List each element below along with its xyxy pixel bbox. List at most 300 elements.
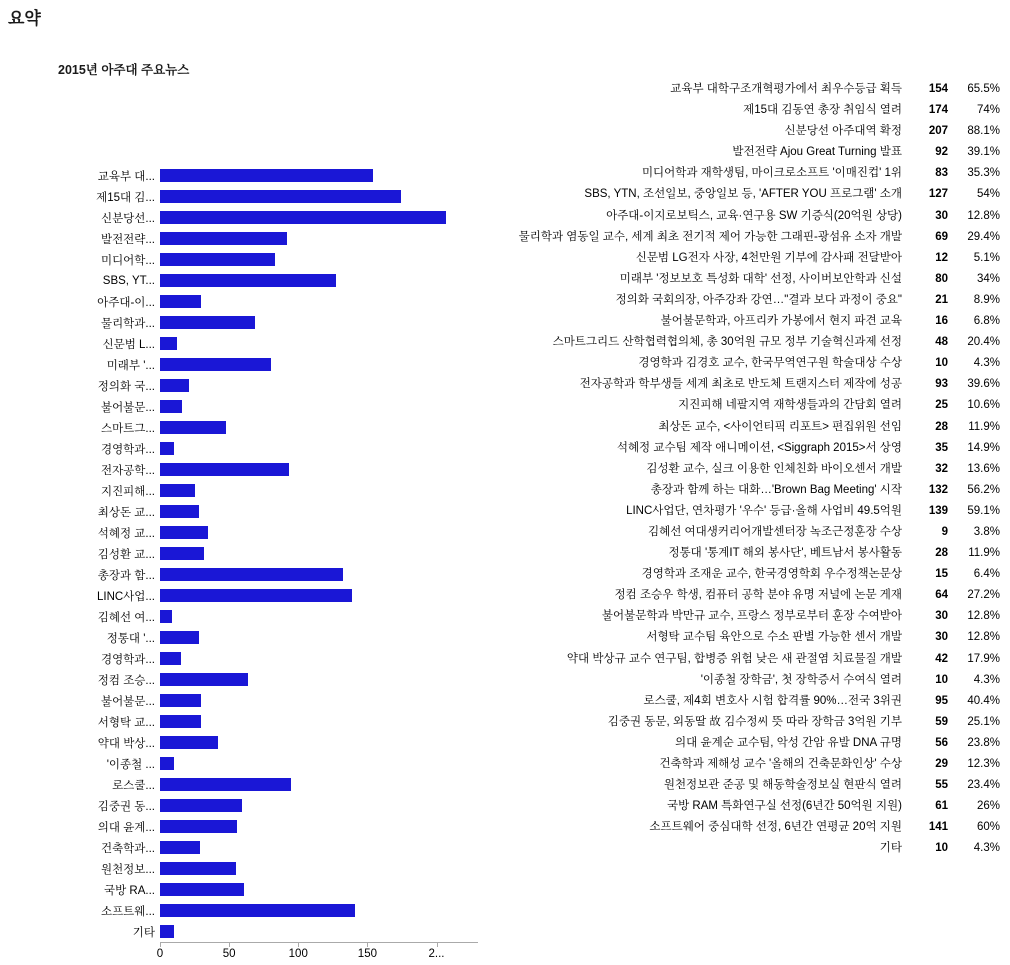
- bar-category-label: 원천정보...: [100, 863, 155, 876]
- news-title: 불어불문학과 박만규 교수, 프랑스 정부로부터 훈장 수여받아: [601, 610, 902, 623]
- bar-row: [58, 249, 478, 270]
- news-title: 물리학과 염동일 교수, 세계 최초 전기적 제어 가능한 그래핀-광섬유 소자 개발: [518, 230, 902, 243]
- news-count: 35: [935, 441, 948, 454]
- bar-fill[interactable]: [160, 757, 174, 770]
- bar-track: [160, 774, 478, 795]
- news-count: 69: [935, 230, 948, 243]
- bar-row: [58, 585, 478, 606]
- bar-fill[interactable]: [160, 862, 236, 875]
- bar-category-label: 미래부 '...: [106, 359, 155, 372]
- news-percent: 12.3%: [967, 758, 1000, 770]
- bar-track: [160, 249, 478, 270]
- news-percent: 65.5%: [967, 83, 1000, 95]
- table-row: [505, 354, 1000, 375]
- news-count: 15: [935, 568, 948, 581]
- news-count: 207: [928, 125, 948, 138]
- bar-row: [58, 354, 478, 375]
- news-count: 10: [935, 673, 948, 686]
- bar-fill[interactable]: [160, 736, 218, 749]
- table-row: [505, 418, 1000, 439]
- news-percent: 23.8%: [967, 736, 1000, 749]
- table-row: [505, 270, 1000, 291]
- bar-row: [58, 774, 478, 795]
- table-row: [505, 143, 1000, 164]
- bar-row: [58, 501, 478, 522]
- bar-category-label: 물리학과...: [100, 317, 155, 330]
- news-count: 55: [935, 779, 948, 792]
- news-percent: 74%: [976, 104, 1000, 117]
- news-percent: 10.6%: [967, 399, 1000, 412]
- news-count: 10: [935, 842, 948, 855]
- news-percent: 6.8%: [973, 315, 1000, 328]
- bar-row: [58, 690, 478, 711]
- bar-track: [160, 795, 478, 816]
- news-title: 원천정보관 준공 및 해동학술정보실 현판식 열려: [663, 779, 902, 792]
- news-percent: 4.3%: [973, 357, 1000, 370]
- news-count: 154: [928, 83, 948, 95]
- news-percent: 5.1%: [973, 251, 1000, 264]
- table-row: [505, 671, 1000, 692]
- news-percent: 4.3%: [973, 673, 1000, 686]
- bar-category-label: 석혜정 교...: [97, 527, 155, 540]
- news-title: 제15대 김동연 총장 취임식 열려: [743, 104, 902, 117]
- news-title: 정통대 '통계IT 해외 봉사단', 베트남서 봉사활동: [668, 547, 902, 560]
- table-row: [505, 396, 1000, 417]
- bar-category-label: 정의화 국...: [97, 380, 155, 393]
- bar-fill[interactable]: [160, 799, 242, 812]
- bar-row: [58, 648, 478, 669]
- news-title: 정컴 조승우 학생, 컴퓨터 공학 분야 유명 저널에 논문 게재: [614, 589, 902, 602]
- news-count: 28: [935, 420, 948, 433]
- news-percent: 39.6%: [967, 378, 1000, 391]
- bar-fill[interactable]: [160, 400, 182, 413]
- bar-category-label: 최상돈 교...: [97, 506, 155, 519]
- news-percent: 20.4%: [967, 336, 1000, 349]
- bar-category-label: '이종철 ...: [106, 758, 155, 771]
- page-title: 요약: [8, 9, 41, 28]
- bar-track: [160, 879, 478, 900]
- bar-category-label: 총장과 함...: [97, 569, 155, 582]
- bar-category-label: 신문범 L...: [102, 338, 155, 351]
- news-title: LINC사업단, 연차평가 '우수' 등급·올해 사업비 49.5억원: [626, 504, 902, 517]
- table-row: [505, 755, 1000, 776]
- bar-row: [58, 753, 478, 774]
- news-title: 스마트그리드 산학협력협의체, 총 30억원 규모 정부 기술혁신과제 선정: [552, 336, 902, 349]
- news-title: 김중권 동문, 외동딸 故 김수정씨 뜻 따라 장학금 3억원 기부: [607, 715, 902, 728]
- news-title: 발전전략 Ajou Great Turning 발표: [732, 146, 902, 159]
- news-percent: 17.9%: [967, 652, 1000, 665]
- bar-category-label: 김성환 교...: [97, 548, 155, 561]
- bar-fill[interactable]: [160, 484, 195, 497]
- news-count: 64: [935, 589, 948, 602]
- bar-track: [160, 606, 478, 627]
- bar-fill[interactable]: [160, 442, 174, 455]
- bar-row: [58, 669, 478, 690]
- news-count: 141: [928, 821, 948, 834]
- bar-category-label: 소프트웨...: [100, 905, 155, 918]
- news-count: 10: [935, 357, 948, 370]
- news-count: 32: [935, 462, 948, 475]
- table-row: [505, 164, 1000, 185]
- news-percent: 26%: [976, 800, 1000, 813]
- bar-fill[interactable]: [160, 274, 336, 287]
- bar-category-label: 제15대 김...: [96, 191, 155, 204]
- news-percent: 25.1%: [967, 715, 1000, 728]
- news-count: 139: [928, 504, 948, 517]
- bar-category-label: 아주대-이...: [97, 296, 155, 309]
- bar-track: [160, 585, 478, 606]
- bar-fill[interactable]: [160, 589, 352, 602]
- news-percent: 12.8%: [967, 610, 1000, 623]
- bar-fill[interactable]: [160, 211, 446, 224]
- bar-category-label: 건축학과...: [100, 842, 155, 855]
- news-percent: 6.4%: [973, 568, 1000, 581]
- news-percent: 56.2%: [967, 483, 1000, 496]
- news-title: 최상돈 교수, <사이언티픽 리포트> 편집위원 선임: [658, 420, 902, 433]
- table-row: [505, 228, 1000, 249]
- news-title: 총장과 함께 하는 대화…'Brown Bag Meeting' 시작: [650, 483, 902, 496]
- table-row: [505, 460, 1000, 481]
- news-percent: 14.9%: [967, 441, 1000, 454]
- table-row: [505, 839, 1000, 860]
- bar-row: [58, 375, 478, 396]
- bar-category-label: 신분당선...: [100, 212, 155, 225]
- bar-fill[interactable]: [160, 652, 181, 665]
- bar-fill[interactable]: [160, 820, 237, 833]
- bar-fill[interactable]: [160, 316, 255, 329]
- bar-fill[interactable]: [160, 694, 201, 707]
- bar-track: [160, 732, 478, 753]
- bar-fill[interactable]: [160, 337, 177, 350]
- table-row: [505, 544, 1000, 565]
- bar-fill[interactable]: [160, 925, 174, 938]
- bar-row: [58, 333, 478, 354]
- x-axis: [156, 942, 478, 965]
- bar-fill[interactable]: [160, 547, 204, 560]
- news-percent: 54%: [976, 188, 1000, 201]
- bar-fill[interactable]: [160, 232, 287, 245]
- bar-track: [160, 186, 478, 207]
- bar-category-label: 발전전략...: [100, 233, 155, 246]
- bar-row: [58, 837, 478, 858]
- x-axis-tick: [367, 943, 368, 947]
- bar-category-label: 정통대 '...: [106, 632, 155, 645]
- news-count: 29: [935, 758, 948, 770]
- bar-category-label: 불어불문...: [100, 695, 155, 708]
- bar-track: [160, 816, 478, 837]
- x-axis-tick-label: 150: [357, 948, 377, 960]
- bar-track: [160, 480, 478, 501]
- bar-category-label: 정컴 조승...: [97, 674, 155, 687]
- bar-row: [58, 543, 478, 564]
- news-title: 전자공학과 학부생들 세계 최초로 반도체 트랜지스터 제작에 성공: [579, 378, 902, 391]
- news-title: 교육부 대학구조개혁평가에서 최우수등급 획득: [670, 83, 902, 95]
- news-count: 28: [935, 547, 948, 560]
- bar-category-label: 경영학과...: [100, 653, 155, 666]
- news-count: 25: [935, 399, 948, 412]
- news-percent: 59.1%: [967, 504, 1000, 517]
- bar-row: [58, 438, 478, 459]
- news-percent: 34%: [976, 272, 1000, 285]
- bar-row: [58, 732, 478, 753]
- bar-fill[interactable]: [160, 358, 271, 371]
- bar-track: [160, 228, 478, 249]
- news-table: [505, 80, 1000, 860]
- news-title: 아주대-이지로보틱스, 교육·연구용 SW 기증식(20억원 상당): [606, 209, 902, 222]
- bar-category-label: 국방 RA...: [104, 884, 155, 897]
- bar-category-label: 지진피해...: [100, 485, 155, 498]
- news-percent: 39.1%: [967, 146, 1000, 159]
- news-title: 미래부 '정보보호 특성화 대학' 선정, 사이버보안학과 신설: [619, 272, 902, 285]
- table-row: [505, 713, 1000, 734]
- news-percent: 60%: [976, 821, 1000, 834]
- table-row: [505, 650, 1000, 671]
- bar-track: [160, 354, 478, 375]
- news-title: 미디어학과 재학생팀, 마이크로소프트 '이매진컵' 1위: [641, 167, 902, 180]
- bar-category-label: LINC사업...: [96, 590, 155, 603]
- bar-fill[interactable]: [160, 631, 199, 644]
- news-percent: 23.4%: [967, 779, 1000, 792]
- news-title: '이종철 장학금', 첫 장학증서 수여식 열려: [700, 673, 902, 686]
- bar-fill[interactable]: [160, 883, 244, 896]
- bar-fill[interactable]: [160, 715, 201, 728]
- bar-row: [58, 165, 478, 186]
- news-title: 서형탁 교수팀 육안으로 수소 판별 가능한 센서 개발: [646, 631, 902, 644]
- bar-track: [160, 312, 478, 333]
- news-count: 9: [941, 525, 948, 538]
- bar-fill[interactable]: [160, 505, 199, 518]
- news-title: 신분당선 아주대역 확정: [784, 125, 902, 138]
- news-percent: 88.1%: [967, 125, 1000, 138]
- bar-row: [58, 816, 478, 837]
- bar-fill[interactable]: [160, 526, 208, 539]
- news-percent: 13.6%: [967, 462, 1000, 475]
- table-row: [505, 312, 1000, 333]
- news-count: 30: [935, 209, 948, 222]
- table-row: [505, 122, 1000, 143]
- bar-category-label: 기타: [132, 926, 155, 939]
- bar-track: [160, 627, 478, 648]
- news-title: 불어불문학과, 아프리카 가봉에서 현지 파견 교육: [660, 315, 902, 328]
- news-count: 48: [935, 336, 948, 349]
- table-row: [505, 481, 1000, 502]
- news-title: 로스쿨, 제4회 변호사 시험 합격률 90%…전국 3위권: [643, 694, 902, 707]
- table-row: [505, 776, 1000, 797]
- bar-fill[interactable]: [160, 904, 355, 917]
- news-count: 80: [935, 272, 948, 285]
- bar-fill[interactable]: [160, 190, 401, 203]
- bar-category-label: 의대 윤계...: [97, 821, 155, 834]
- bar-category-label: 전자공학...: [100, 464, 155, 477]
- bar-track: [160, 837, 478, 858]
- bar-fill[interactable]: [160, 568, 343, 581]
- bar-track: [160, 648, 478, 669]
- bar-fill[interactable]: [160, 421, 226, 434]
- bar-row: [58, 900, 478, 921]
- bar-row: [58, 291, 478, 312]
- bar-category-label: 서형탁 교...: [97, 716, 155, 729]
- bar-track: [160, 417, 478, 438]
- bar-row: [58, 858, 478, 879]
- bar-track: [160, 543, 478, 564]
- bar-track: [160, 522, 478, 543]
- bar-track: [160, 459, 478, 480]
- bar-fill[interactable]: [160, 778, 291, 791]
- bar-track: [160, 669, 478, 690]
- bar-row: [58, 522, 478, 543]
- bar-row: [58, 396, 478, 417]
- news-count: 92: [935, 146, 948, 159]
- bar-row: [58, 921, 478, 942]
- bar-category-label: 로스쿨...: [112, 779, 155, 792]
- x-axis-tick-label: 100: [288, 948, 308, 960]
- bar-fill[interactable]: [160, 610, 172, 623]
- x-axis-tick-label: 2...: [428, 948, 445, 960]
- news-count: 59: [935, 715, 948, 728]
- news-count: 127: [928, 188, 948, 201]
- news-count: 42: [935, 652, 948, 665]
- bar-row: [58, 879, 478, 900]
- bar-fill[interactable]: [160, 253, 275, 266]
- news-title: 석혜정 교수팀 제작 애니메이션, <Siggraph 2015>서 상영: [616, 441, 902, 454]
- bar-row: [58, 459, 478, 480]
- bar-track: [160, 165, 478, 186]
- bar-track: [160, 564, 478, 585]
- bar-row: [58, 207, 478, 228]
- table-row: [505, 101, 1000, 122]
- bar-track: [160, 858, 478, 879]
- table-row: [505, 502, 1000, 523]
- table-row: [505, 80, 1000, 101]
- bar-fill[interactable]: [160, 295, 201, 308]
- news-count: 61: [935, 800, 948, 813]
- news-title: SBS, YTN, 조선일보, 중앙일보 등, 'AFTER YOU 프로그램' 소개: [584, 188, 902, 201]
- news-percent: 12.8%: [967, 631, 1000, 644]
- bar-row: [58, 711, 478, 732]
- news-title: 의대 윤계순 교수팀, 악성 간암 유발 DNA 규명: [675, 736, 902, 749]
- table-row: [505, 249, 1000, 270]
- news-count: 95: [935, 694, 948, 707]
- x-axis-tick: [229, 943, 230, 947]
- bar-track: [160, 333, 478, 354]
- bar-category-label: 김중권 동...: [97, 800, 155, 813]
- bar-fill[interactable]: [160, 463, 289, 476]
- news-percent: 29.4%: [967, 230, 1000, 243]
- x-axis-tick: [437, 943, 438, 947]
- bar-track: [160, 921, 478, 942]
- table-row: [505, 586, 1000, 607]
- bar-track: [160, 690, 478, 711]
- bar-category-label: 교육부 대...: [97, 170, 155, 183]
- bar-row: [58, 312, 478, 333]
- news-title: 소프트웨어 중심대학 선정, 6년간 연평균 20억 지원: [649, 821, 902, 834]
- x-axis-tick: [298, 943, 299, 947]
- bar-category-label: 약대 박상...: [97, 737, 155, 750]
- news-percent: 40.4%: [967, 694, 1000, 707]
- news-count: 12: [935, 251, 948, 264]
- news-percent: 3.8%: [973, 525, 1000, 538]
- bar-category-label: 미디어학...: [100, 254, 155, 267]
- news-title: 건축학과 제해성 교수 '올해의 건축문화인상' 수상: [659, 758, 902, 770]
- news-count: 174: [928, 104, 948, 117]
- news-percent: 11.9%: [968, 547, 1000, 560]
- bar-track: [160, 207, 478, 228]
- table-row: [505, 565, 1000, 586]
- news-title: 정의화 국회의장, 아주강좌 강연…"결과 보다 과정이 중요": [615, 293, 902, 306]
- table-row: [505, 439, 1000, 460]
- news-count: 56: [935, 736, 948, 749]
- bar-track: [160, 375, 478, 396]
- news-percent: 12.8%: [967, 209, 1000, 222]
- bar-list: [58, 165, 478, 942]
- bar-track: [160, 711, 478, 732]
- bar-fill[interactable]: [160, 841, 200, 854]
- news-title: 약대 박상규 교수 연구팀, 합병증 위험 낮은 새 관절염 치료물질 개발: [566, 652, 902, 665]
- news-title: 경영학과 김경호 교수, 한국무역연구원 학술대상 수상: [638, 357, 902, 370]
- bar-row: [58, 228, 478, 249]
- bar-row: [58, 270, 478, 291]
- news-title: 김성환 교수, 실크 이용한 인체친화 바이오센서 개발: [646, 462, 902, 475]
- bar-track: [160, 753, 478, 774]
- bar-track: [160, 438, 478, 459]
- news-count: 30: [935, 610, 948, 623]
- bar-track: [160, 900, 478, 921]
- x-axis-tick: [160, 943, 161, 947]
- table-row: [505, 291, 1000, 312]
- news-title: 지진피해 네팔지역 재학생들과의 간담회 열려: [678, 399, 902, 412]
- bar-row: [58, 480, 478, 501]
- table-row: [505, 523, 1000, 544]
- news-percent: 4.3%: [973, 842, 1000, 855]
- news-percent: 27.2%: [967, 589, 1000, 602]
- bar-row: [58, 186, 478, 207]
- table-row: [505, 207, 1000, 228]
- table-row: [505, 818, 1000, 839]
- bar-fill[interactable]: [160, 169, 373, 182]
- bar-row: [58, 627, 478, 648]
- news-count: 93: [935, 378, 948, 391]
- bar-category-label: 불어불문...: [100, 401, 155, 414]
- table-row: [505, 375, 1000, 396]
- table-row: [505, 333, 1000, 354]
- news-percent: 8.9%: [973, 293, 1000, 306]
- table-row: [505, 607, 1000, 628]
- bar-fill[interactable]: [160, 379, 189, 392]
- table-row: [505, 185, 1000, 206]
- bar-track: [160, 291, 478, 312]
- news-title: 기타: [879, 842, 902, 855]
- table-row: [505, 734, 1000, 755]
- bar-row: [58, 564, 478, 585]
- news-percent: 11.9%: [968, 420, 1000, 433]
- news-title: 김혜선 여대생커리어개발센터장 녹조근정훈장 수상: [648, 525, 902, 538]
- news-percent: 35.3%: [967, 167, 1000, 180]
- bar-track: [160, 270, 478, 291]
- news-count: 21: [935, 293, 948, 306]
- bar-category-label: 스마트그...: [100, 422, 155, 435]
- bar-chart: [58, 165, 478, 965]
- news-count: 132: [928, 483, 948, 496]
- news-title: 국방 RAM 특화연구실 선정(6년간 50억원 지원): [666, 800, 902, 813]
- news-count: 30: [935, 631, 948, 644]
- table-row: [505, 797, 1000, 818]
- table-row: [505, 628, 1000, 649]
- news-count: 16: [935, 315, 948, 328]
- bar-row: [58, 795, 478, 816]
- bar-fill[interactable]: [160, 673, 248, 686]
- news-title: 경영학과 조재운 교수, 한국경영학회 우수정책논문상: [641, 568, 902, 581]
- bar-track: [160, 501, 478, 522]
